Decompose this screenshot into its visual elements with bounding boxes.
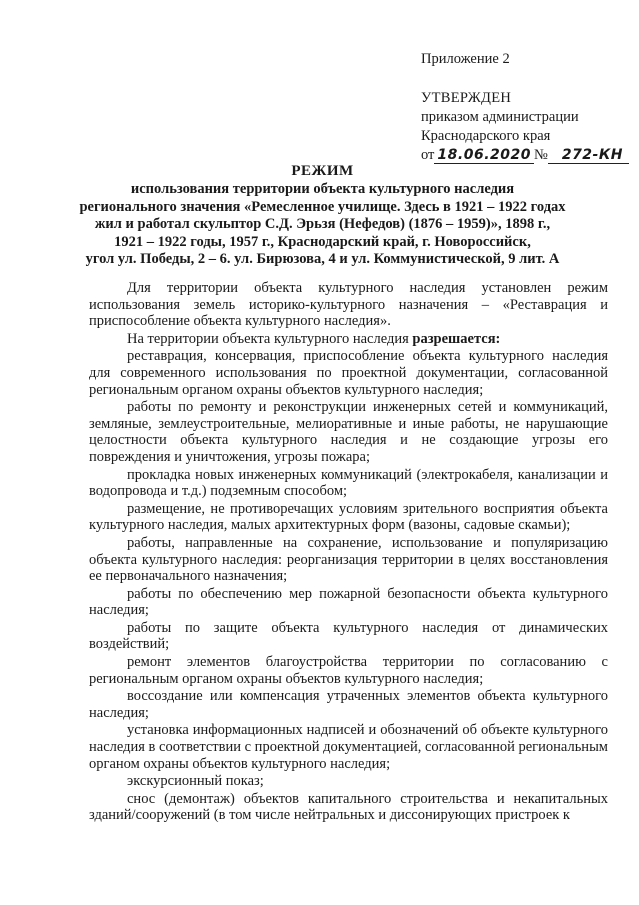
approved-heading: УТВЕРЖДЕН xyxy=(421,90,512,106)
handwritten-number: 272-КН xyxy=(548,147,629,164)
title-line: использования территории объекта культурного наследия xyxy=(130,181,515,197)
list-item: экскурсионный показ; xyxy=(127,773,264,790)
number-prefix: № xyxy=(533,147,548,163)
list-item: ремонт элементов благоустройства территории по согласованию с региональным органом охраны объектов культурного наследия; xyxy=(89,654,608,687)
list-item: работы по защите объекта культурного наследия от динамических воздействий; xyxy=(89,619,608,653)
list-item: снос (демонтаж) объектов капитального строительства и некапитальных зданий/сооружений (в том числе нейтральных и диссонирующих пристроек к xyxy=(89,790,608,824)
list-item: работы по обеспечению мер пожарной безопасности объекта культурного наследия; xyxy=(89,585,608,619)
approval-line-2: Краснодарского края xyxy=(421,128,551,144)
permitted-lead: На территории объекта культурного наследия xyxy=(127,330,413,347)
title-line: 1921 – 1922 годы, 1957 г., Краснодарский край, г. Новороссийск, xyxy=(114,233,531,250)
document-title: РЕЖИМ xyxy=(291,163,354,179)
list-item: размещение, не противоречащих условиям зрительного восприятия объекта культурного наследия, малых архитектурных форм (вазоны, садовые скамьи); xyxy=(89,500,608,534)
list-item: установка информационных надписей и обозначений об объекте культурного наследия в соответствии с проектной документацией, согласованной региональным органом охраны объектов культурного наследия; xyxy=(89,722,608,772)
permitted-keyword: разрешается: xyxy=(412,330,501,347)
approval-line-1: приказом администрации xyxy=(421,109,579,125)
title-line: регионального значения «Ремесленное училище. Здесь в 1921 – 1922 годах xyxy=(79,198,566,215)
permitted-paragraph xyxy=(89,331,608,348)
title-line: угол ул. Победы, 2 – 6. ул. Бирюзова, 4 и ул. Коммунистической, 9 лит. А xyxy=(85,251,560,268)
title-line: жил и работал скульптор С.Д. Эрьзя (Нефедов) (1876 – 1959)», 1898 г., xyxy=(94,216,551,233)
list-item: воссоздание или компенсация утраченных элементов объекта культурного наследия; xyxy=(89,688,608,721)
appendix-label: Приложение 2 xyxy=(421,51,510,67)
document-heading xyxy=(60,162,585,269)
list-item: работы, направленные на сохранение, использование и популяризацию объекта культурного наследия: реорганизация территории в целях восстановления ее первоначального назначения; xyxy=(89,534,608,585)
handwritten-date: 18.06.2020 xyxy=(434,147,534,164)
document-body xyxy=(89,280,608,825)
date-prefix: от xyxy=(421,147,435,163)
approval-block xyxy=(421,50,626,165)
intro-paragraph: Для территории объекта культурного наследия установлен режим использования земель историко-культурного назначения – «Реставрация и приспособление объекта культурного наследия». xyxy=(89,280,608,330)
list-item: прокладка новых инженерных коммуникаций (электрокабеля, канализации и водопровода и т.д.) подземным способом; xyxy=(89,466,608,500)
list-item: работы по ремонту и реконструкции инженерных сетей и коммуникаций, земляные, землеустроительные, мелиоративные и иные работы, не нарушающие целостности объекта культурного наследия и не создающие угрозы его повреждения и уничтожения, угрозы пожара; xyxy=(89,399,608,465)
list-item: реставрация, консервация, приспособление объекта культурного наследия для современного использования по проектной документации, согласованной региональным органом охраны объектов культурного наследия; xyxy=(89,348,608,398)
